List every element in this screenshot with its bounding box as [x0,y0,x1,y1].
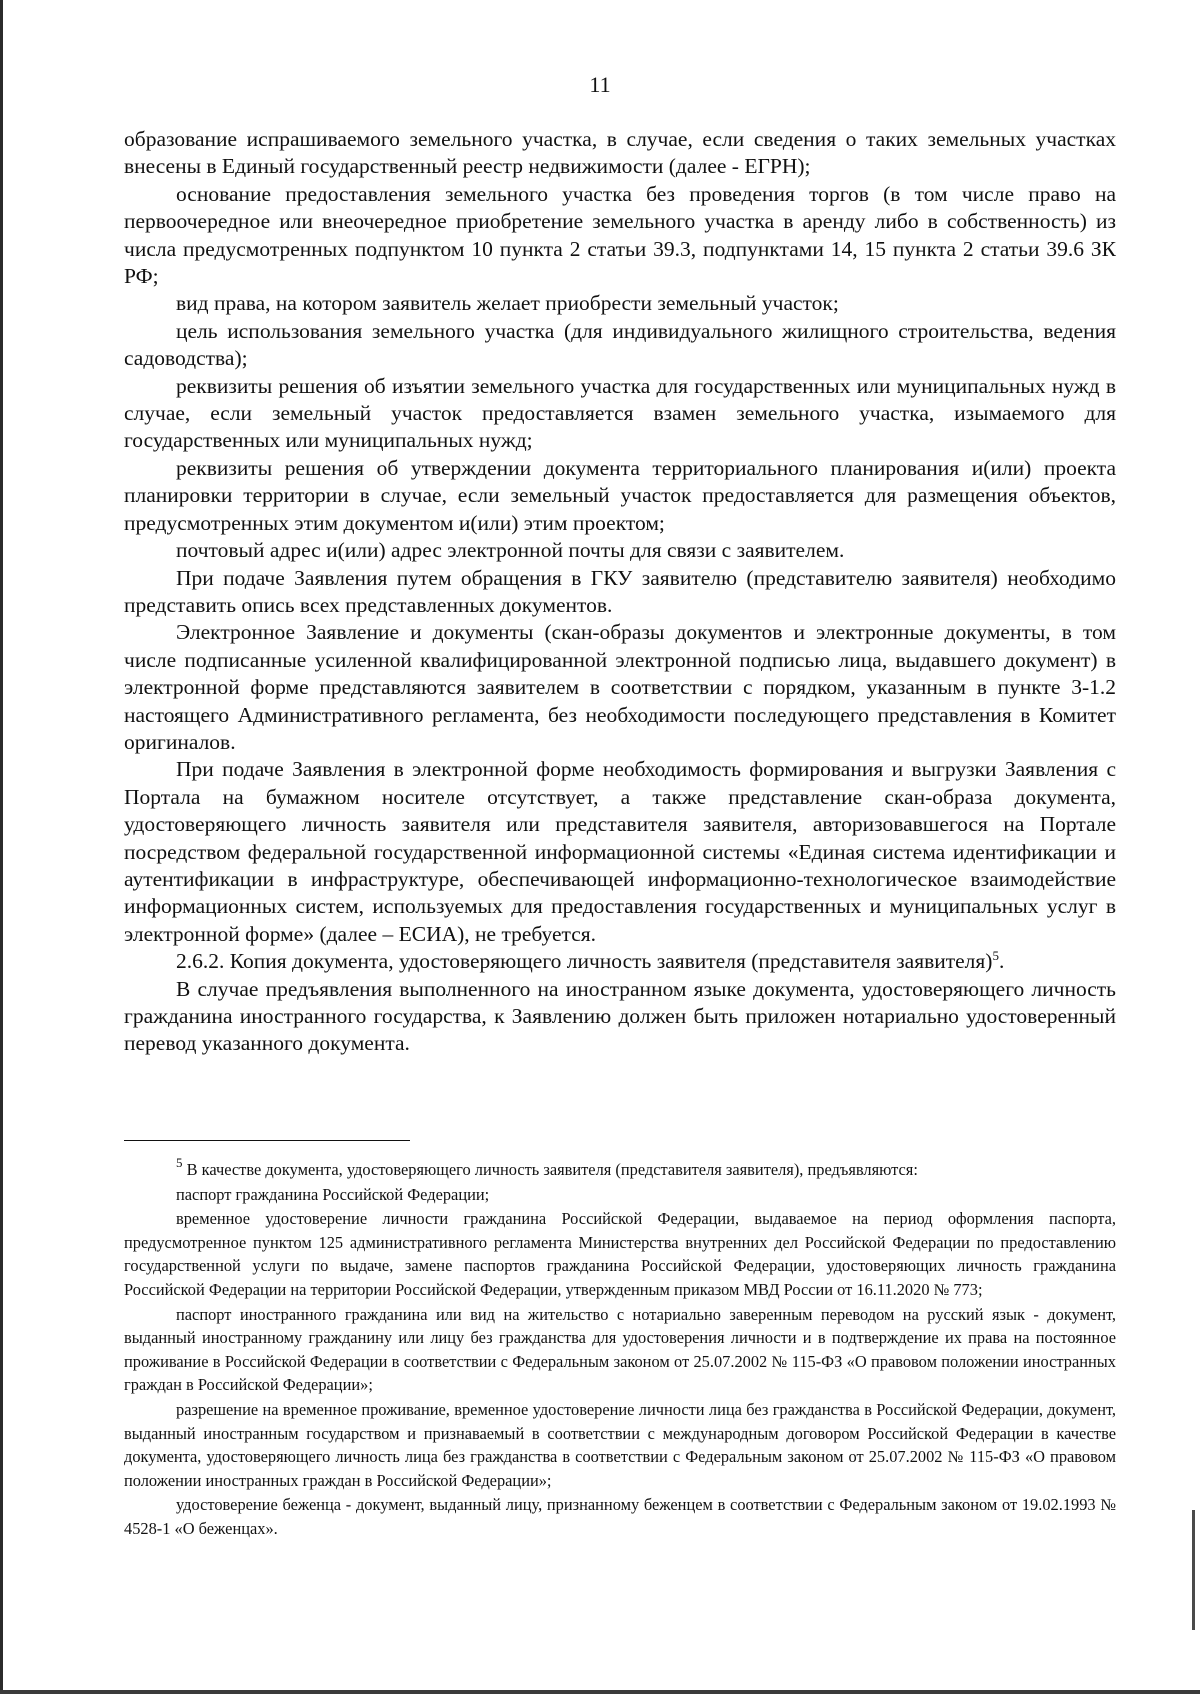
paragraph: В случае предъявления выполненного на иностранном языке документа, удостоверяющего личность гражданина иностранного государства, к Заявлению должен быть приложен нотариально удостоверенный перевод указанного документа. [124,976,1116,1056]
footnote-item: паспорт иностранного гражданина или вид на жительство с нотариально заверенным переводом на русский язык - документ, выданный иностранному гражданину или лицу без гражданства для удостоверения личности и в подтверждение их права на постоянное проживание в Российской Федерации в соответствии с Федеральным законом от 25.07.2002 № 115-ФЗ «О правовом положении иностранных граждан в Российской Федерации»; [124,1304,1116,1395]
paragraph: реквизиты решения об изъятии земельного участка для государственных или муниципальных нужд в случае, если земельный участок предоставляется взамен земельного участка, изымаемого для государственных или муниципальных нужд; [124,373,1116,453]
paragraph-with-footnote-ref [124,948,1116,975]
footnote-reference[interactable]: 5 [992,948,999,964]
footnote-mark: 5 [176,1155,183,1170]
paragraph: почтовый адрес и(или) адрес электронной почты для связи с заявителем. [176,538,845,563]
paragraph: реквизиты решения об утверждении документа территориального планирования и(или) проекта планировки территории в случае, если земельный участок предоставляется для размещения объектов, предусмотренных этим документом и(или) этим проектом; [124,455,1116,535]
paragraph: цель использования земельного участка (для индивидуального жилищного строительства, ведения садоводства); [124,318,1116,371]
paragraph: При подаче Заявления путем обращения в ГКУ заявителю (представителю заявителя) необходимо представить опись всех представленных документов. [124,565,1116,617]
footnotes [124,1155,1116,1542]
main-text [124,126,1116,1058]
scan-edge-bottom [0,1690,1200,1694]
paragraph: основание предоставления земельного участка без проведения торгов (в том числе право на первоочередное или внеочередное приобретение земельного участка в аренду либо в собственность) из числа предусмотренных подпунктом 10 пункта 2 статьи 39.3, подпунктами 14, 15 пункта 2 статьи 39.6 ЗК РФ; [124,181,1116,289]
footnote-item: удостоверение беженца - документ, выданный лицу, признанному беженцем в соответствии с Федеральным законом от 19.02.1993 № 4528-1 «О беженцах». [124,1495,1116,1538]
paragraph: При подаче Заявления в электронной форме необходимость формирования и выгрузки Заявления с Портала на бумажном носителе отсутствует, а также представление скан-образа документа, удостоверяющего личность заявителя или представителя заявителя, авторизовавшегося на Портале посредством федеральной государственной информационной системы «Единая система идентификации и аутентификации в инфраструктуре, обеспечивающей информационно-технологическое взаимодействие информационных систем, используемых для предоставления государственных и муниципальных услуг в электронной форме» (далее – ЕСИА), не требуется. [124,757,1116,946]
footnote-separator [124,1140,410,1141]
page-number: 11 [589,72,611,97]
footnote-item: временное удостоверение личности гражданина Российской Федерации, выдаваемое на период оформления паспорта, предусмотренное пунктом 125 административного регламента Министерства внутренних дел Российской Федерации по предоставлению государственной услуги по выдаче, замене паспортов гражданина Российской Федерации, удостоверяющих личность гражданина Российской Федерации на территории Российской Федерации, утвержденным приказом МВД России от 16.11.2020 № 773; [124,1209,1116,1299]
paragraph-text: 2.6.2. Копия документа, удостоверяющего личность заявителя (представителя заявителя) [176,949,993,974]
footnote-text: В качестве документа, удостоверяющего личность заявителя (представителя заявителя), предъявляются: [182,1160,918,1179]
footnote-item: паспорт гражданина Российской Федерации; [176,1184,490,1204]
scan-edge-left [0,0,3,1694]
paragraph: вид права, на котором заявитель желает приобрести земельный участок; [176,291,839,316]
footnote-item: разрешение на временное проживание, временное удостоверение личности лица без гражданства в Российской Федерации, документ, выданный иностранным государством и признаваемый в соответствии с международным договором Российской Федерации в качестве документа, удостоверяющего личность лица без гражданства в соответствии с Федеральным законом от 25.07.2002 № 115-ФЗ «О правовом положении иностранных граждан в Российской Федерации»; [124,1399,1116,1490]
scan-edge-right [1192,1510,1195,1630]
paragraph-tail: . [998,949,1005,974]
footnote-item [124,1155,1116,1182]
paragraph: Электронное Заявление и документы (скан-образы документов и электронные документы, в том числе подписанные усиленной квалифицированной электронной подписью лица, выдавшего документ) в электронной форме представляются заявителем в соответствии с порядком, указанным в пункте 3-1.2 настоящего Административного регламента, без необходимости последующего представления в Комитет оригиналов. [124,620,1116,754]
paragraph: образование испрашиваемого земельного участка, в случае, если сведения о таких земельных участках внесены в Единый государственный реестр недвижимости (далее - ЕГРН); [124,127,1116,179]
